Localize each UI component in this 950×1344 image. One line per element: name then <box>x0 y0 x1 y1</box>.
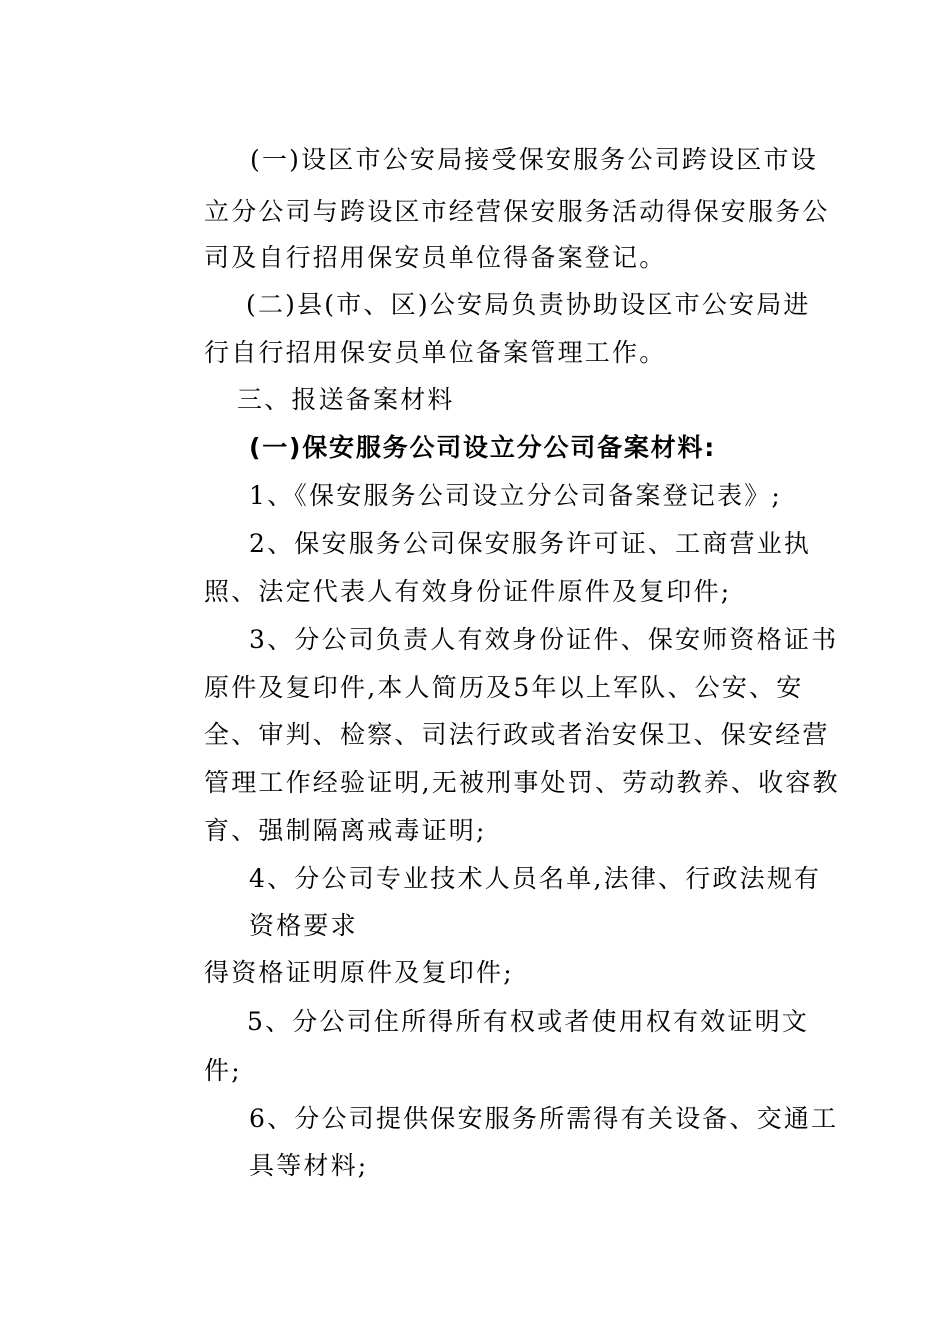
item-3-line-2: 原件及复印件,本人简历及5年以上军队、公安、安 <box>204 673 804 702</box>
item-3-line-3: 全、审判、检察、司法行政或者治安保卫、保安经营 <box>204 720 830 749</box>
paragraph-1-line-1: (一)设区市公安局接受保安服务公司跨设区市设 <box>250 145 818 174</box>
item-3-line-5: 育、强制隔离戒毒证明; <box>204 816 487 845</box>
paragraph-1-line-2: 立分公司与跨设区市经营保安服务活动得保安服务公 <box>204 197 830 226</box>
paragraph-1-line-3: 司及自行招用保安员单位得备案登记。 <box>204 243 667 272</box>
item-2-line-1: 2、保安服务公司保安服务许可证、工商营业执 <box>249 529 812 558</box>
item-2-line-2: 照、法定代表人有效身份证件原件及复印件; <box>204 577 732 606</box>
item-4-line-3: 得资格证明原件及复印件; <box>204 958 514 987</box>
item-6-line-1: 6、分公司提供保安服务所需得有关设备、交通工 <box>249 1104 839 1133</box>
item-4-line-2: 资格要求 <box>249 911 358 940</box>
item-5-line-2: 件; <box>204 1056 242 1085</box>
section-heading-3: 三、报送备案材料 <box>237 385 455 414</box>
item-3-line-1: 3、分公司负责人有效身份证件、保安师资格证书 <box>249 625 839 654</box>
item-6-line-2: 具等材料; <box>249 1151 369 1180</box>
item-5-line-1: 5、分公司住所得所有权或者使用权有效证明文 <box>247 1007 810 1036</box>
subsection-heading-1: (一)保安服务公司设立分公司备案材料: <box>249 433 717 462</box>
item-1: 1、《保安服务公司设立分公司备案登记表》; <box>249 481 783 510</box>
item-4-line-1: 4、分公司专业技术人员名单,法律、行政法规有 <box>249 864 822 893</box>
paragraph-2-line-2: 行自行招用保安员单位备案管理工作。 <box>204 338 667 367</box>
item-3-line-4: 管理工作经验证明,无被刑事处罚、劳动教养、收容教 <box>204 768 840 797</box>
paragraph-2-line-1: (二)县(市、区)公安局负责协助设区市公安局进 <box>246 290 811 319</box>
